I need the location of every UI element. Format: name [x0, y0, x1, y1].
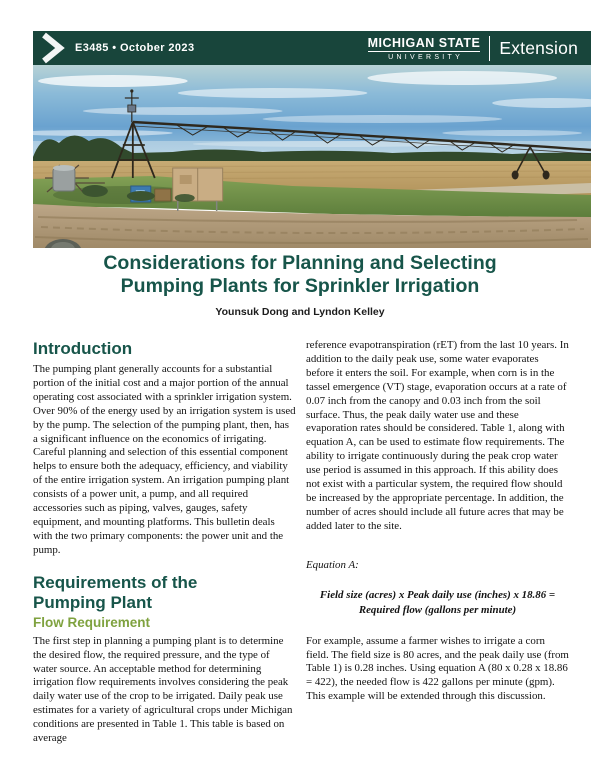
paragraph-introduction: The pumping plant generally accounts for a substantial portion of the initial cost and a major portion of the annual operating cost associated with a sprinkler irrigation system. Over 90% of the energy used by an irrigation system is used by the pump. The selection of the pumping plant, then, has a significant influence on the economics of irrigating. Careful planning and selection of this essential component helps to ensure both the adequacy, efficiency, and viability of the entire irrigation system. An irrigation pumping plant consists of a power unit, a pump, and all required accessories such as piping, valves, gauges, safety equipment, and mounting platforms. This bulletin deals with the two primary components: the power unit and the pump.: [33, 363, 296, 556]
msu-wordmark: [368, 36, 481, 61]
heading-flow-requirement: Flow Requirement: [33, 614, 151, 630]
paragraph-flow-requirement: The first step in planning a pumping plant is to determine the desired flow, the required pressure, and the type of water source. An acceptable method for determining irrigation flow requirements involves considering the peak daily water use of the crop to be irrigated. Daily peak use estimates for a variety of agricultural crops under Michigan conditions are presented in Table 1. This table is based on average: [33, 634, 293, 745]
byline: Younsuk Dong and Lyndon Kelley: [215, 306, 385, 318]
document-title-line1: Considerations for Planning and Selecting: [103, 252, 497, 274]
equation-a-label: Equation A:: [306, 558, 359, 571]
title-block: [0, 252, 600, 318]
heading-requirements: Requirements of the Pumping Plant: [33, 572, 198, 612]
paragraph-example: For example, assume a farmer wishes to irrigate a corn field. The field size is 80 acres, and the peak daily use (from Table 1) is 0.28 inches. Using equation A (80 x 0.28 x 18.86 = 422), the needed flow is 422 gallons per minute (gpm). This example will be extended through this discussion.: [306, 634, 569, 703]
msu-wordmark-line1: MICHIGAN STATE: [367, 35, 481, 50]
heading-introduction: Introduction: [33, 339, 133, 358]
msu-wordmark-line2: UNIVERSITY: [388, 53, 464, 61]
logo-divider: [489, 36, 490, 61]
irrigation-field-photo: [33, 65, 591, 248]
equation-a-line2: Required flow (gallons per minute): [358, 603, 517, 616]
bulletin-number: E3485 • October 2023: [75, 42, 195, 54]
paragraph-flow-continued: reference evapotranspiration (rET) from the last 10 years. In addition to the daily peak use, some water evaporates before it enters the soil. For example, when corn is in the tassel emergence (VT) stage, evaporation occurs at a rate of 0.07 inch from the canopy and 0.03 inch from the soil surface. Thus, the peak daily water use and these evaporation rates should be considered. Table 1, along with equation A, can be used to estimate flow requirements. The ability to irrigate continuously during the peak crop water use period is assumed in this approach. If this ability does not exist with a particular system, the required flow should be increased by the appropriate percentage. In addition, the number of acres should include all future acres that may be added later to the site.: [306, 339, 569, 532]
equation-a-line1: Field size (acres) x Peak daily use (inches) x 18.86 =: [319, 588, 556, 601]
header-bar: [33, 31, 591, 65]
extension-wordmark: Extension: [499, 37, 578, 58]
column-left: [33, 339, 296, 746]
column-right: [306, 339, 569, 704]
chevron-right-icon: [39, 31, 65, 65]
document-title-line2: Pumping Plants for Sprinkler Irrigation: [120, 275, 480, 297]
equation-a: [306, 588, 569, 618]
msu-extension-logo: [368, 36, 591, 61]
